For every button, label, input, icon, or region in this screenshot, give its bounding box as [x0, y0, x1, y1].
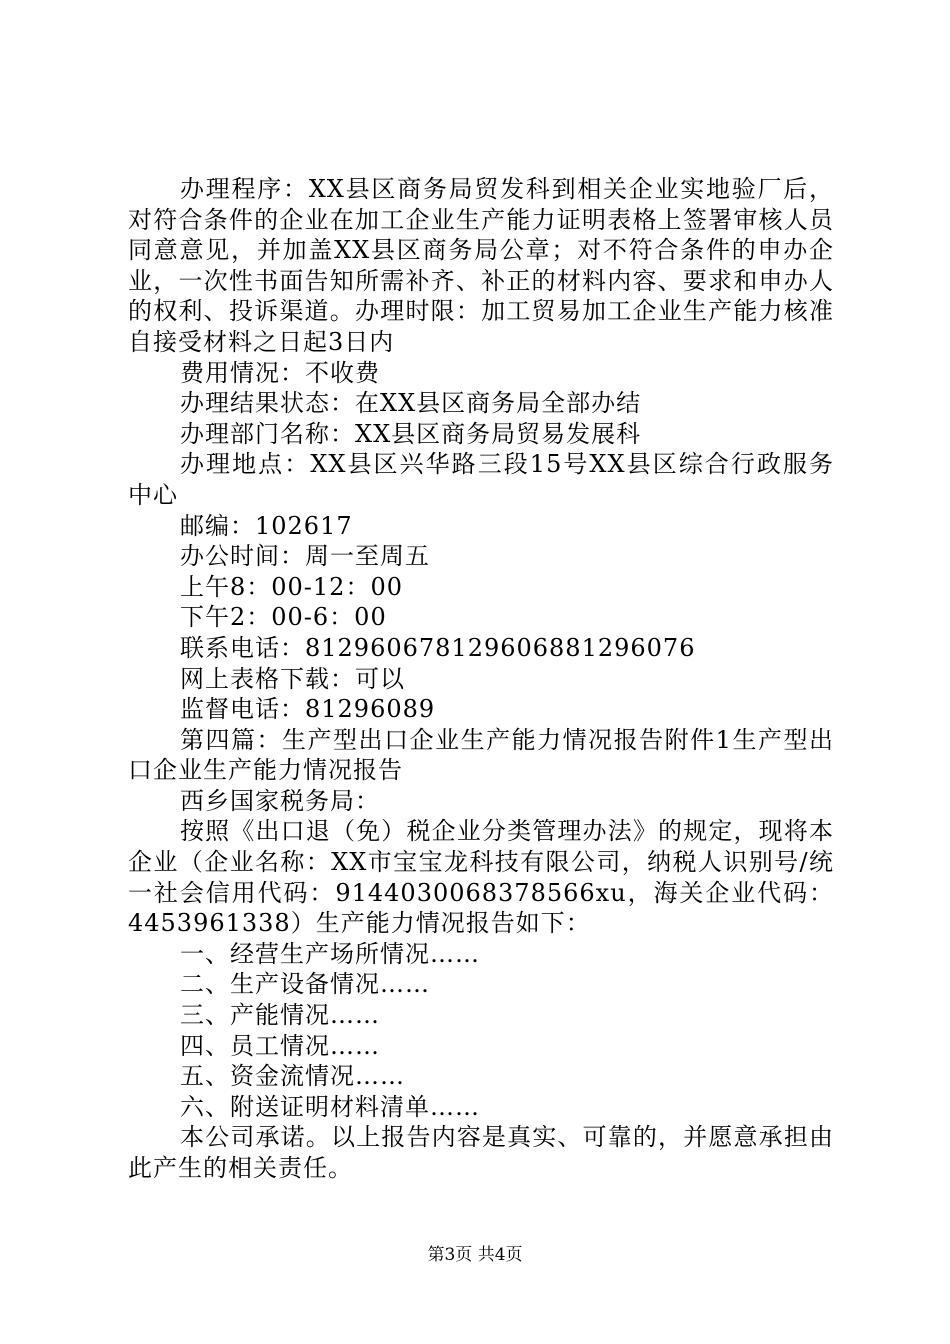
paragraph-addressee: 西乡国家税务局： — [180, 786, 380, 815]
paragraph-morning-hours: 上午8：00-12：00 — [180, 572, 403, 601]
list-item-equipment: 二、生产设备情况…… — [180, 970, 430, 999]
list-item-attachments: 六、附送证明材料清单…… — [180, 1092, 480, 1121]
document-body — [128, 174, 834, 1184]
page-number-footer: 第3页 共4页 — [427, 1245, 523, 1265]
paragraph-report-intro: 按照《出口退（免）税企业分类管理办法》的规定，现将本企业（企业名称：XX市宝宝龙科技有限公司，纳税人识别号/统一社会信用代码：9144030068378566xu，海关企业代码：4453961338）生产能力情况报告如下： — [128, 817, 834, 938]
list-item-cash-flow: 五、资金流情况…… — [180, 1062, 405, 1091]
paragraph-department: 办理部门名称：XX县区商务局贸易发展科 — [180, 419, 642, 448]
list-item-premises: 一、经营生产场所情况…… — [180, 939, 480, 968]
list-item-staff: 四、员工情况…… — [180, 1031, 380, 1060]
paragraph-afternoon-hours: 下午2：00-6：00 — [180, 603, 387, 632]
paragraph-postcode: 邮编：102617 — [180, 511, 353, 540]
paragraph-fee: 费用情况：不收费 — [180, 358, 380, 387]
paragraph-section-four-title: 第四篇：生产型出口企业生产能力情况报告附件1生产型出口企业生产能力情况报告 — [128, 725, 834, 785]
paragraph-form-download: 网上表格下载：可以 — [180, 664, 405, 693]
paragraph-commitment: 本公司承诺。以上报告内容是真实、可靠的，并愿意承担由此产生的相关责任。 — [128, 1123, 834, 1182]
paragraph-contact-phone: 联系电话：812960678129606881296076 — [180, 633, 696, 662]
paragraph-address: 办理地点：XX县区兴华路三段15号XX县区综合行政服务中心 — [128, 450, 834, 509]
list-item-capacity: 三、产能情况…… — [180, 1001, 380, 1030]
paragraph-procedure: 办理程序：XX县区商务局贸发科到相关企业实地验厂后，对符合条件的企业在加工企业生产能力证明表格上签署审核人员同意意见，并加盖XX县区商务局公章；对不符合条件的申办企业，一次性书面告知所需补齐、补正的材料内容、要求和申办人的权利、投诉渠道。办理时限：加工贸易加工企业生产能力核准自接受材料之日起3日内 — [128, 175, 834, 356]
paragraph-result-status: 办理结果状态：在XX县区商务局全部办结 — [180, 389, 642, 418]
paragraph-supervision-phone: 监督电话：81296089 — [180, 695, 436, 724]
paragraph-office-hours: 办公时间：周一至周五 — [180, 542, 430, 571]
